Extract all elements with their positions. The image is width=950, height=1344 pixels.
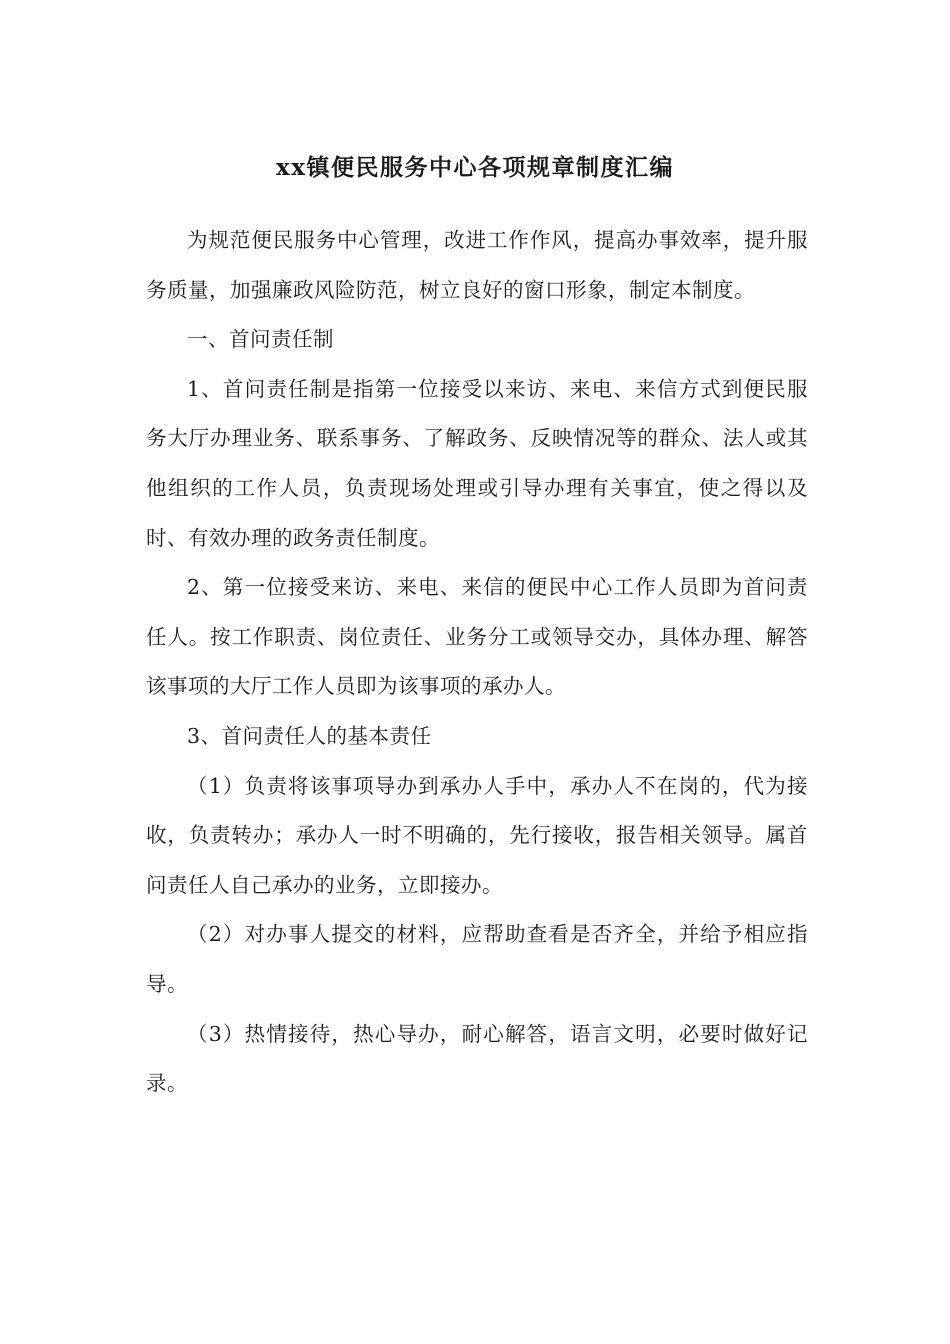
clause-paragraph: 2、第一位接受来访、来电、来信的便民中心工作人员即为首问责任人。按工作职责、岗位责任、业务分工或领导交办，具体办理、解答该事项的大厅工作人员即为该事项的承办人。 — [146, 575, 808, 699]
clause-heading: 3、首问责任人的基本责任 — [187, 723, 432, 748]
sub-clause-paragraph: （2）对办事人提交的材料，应帮助查看是否齐全，并给予相应指导。 — [146, 922, 808, 996]
sub-clause-paragraph: （3）热情接待，热心导办，耐心解答，语言文明，必要时做好记录。 — [146, 1021, 808, 1096]
sub-clause-paragraph: （1）负责将该事项导办到承办人手中，承办人不在岗的，代为接收，负责转办；承办人一时不明确的，先行接收，报告相关领导。属首问责任人自己承办的业务，立即接办。 — [146, 773, 808, 897]
document-body — [146, 216, 808, 1109]
section-heading: 一、首问责任制 — [187, 327, 334, 352]
clause-paragraph: 1、首问责任制是指第一位接受以来访、来电、来信方式到便民服务大厅办理业务、联系事务、了解政务、反映情况等的群众、法人或其他组织的工作人员，负责现场处理或引导办理有关事宜，使之得以及时、有效办理的政务责任制度。 — [146, 376, 808, 550]
document-title: xx镇便民服务中心各项规章制度汇编 — [276, 154, 674, 181]
intro-paragraph: 为规范便民服务中心管理，改进工作作风，提高办事效率，提升服务质量，加强廉政风险防范，树立良好的窗口形象，制定本制度。 — [146, 228, 808, 302]
